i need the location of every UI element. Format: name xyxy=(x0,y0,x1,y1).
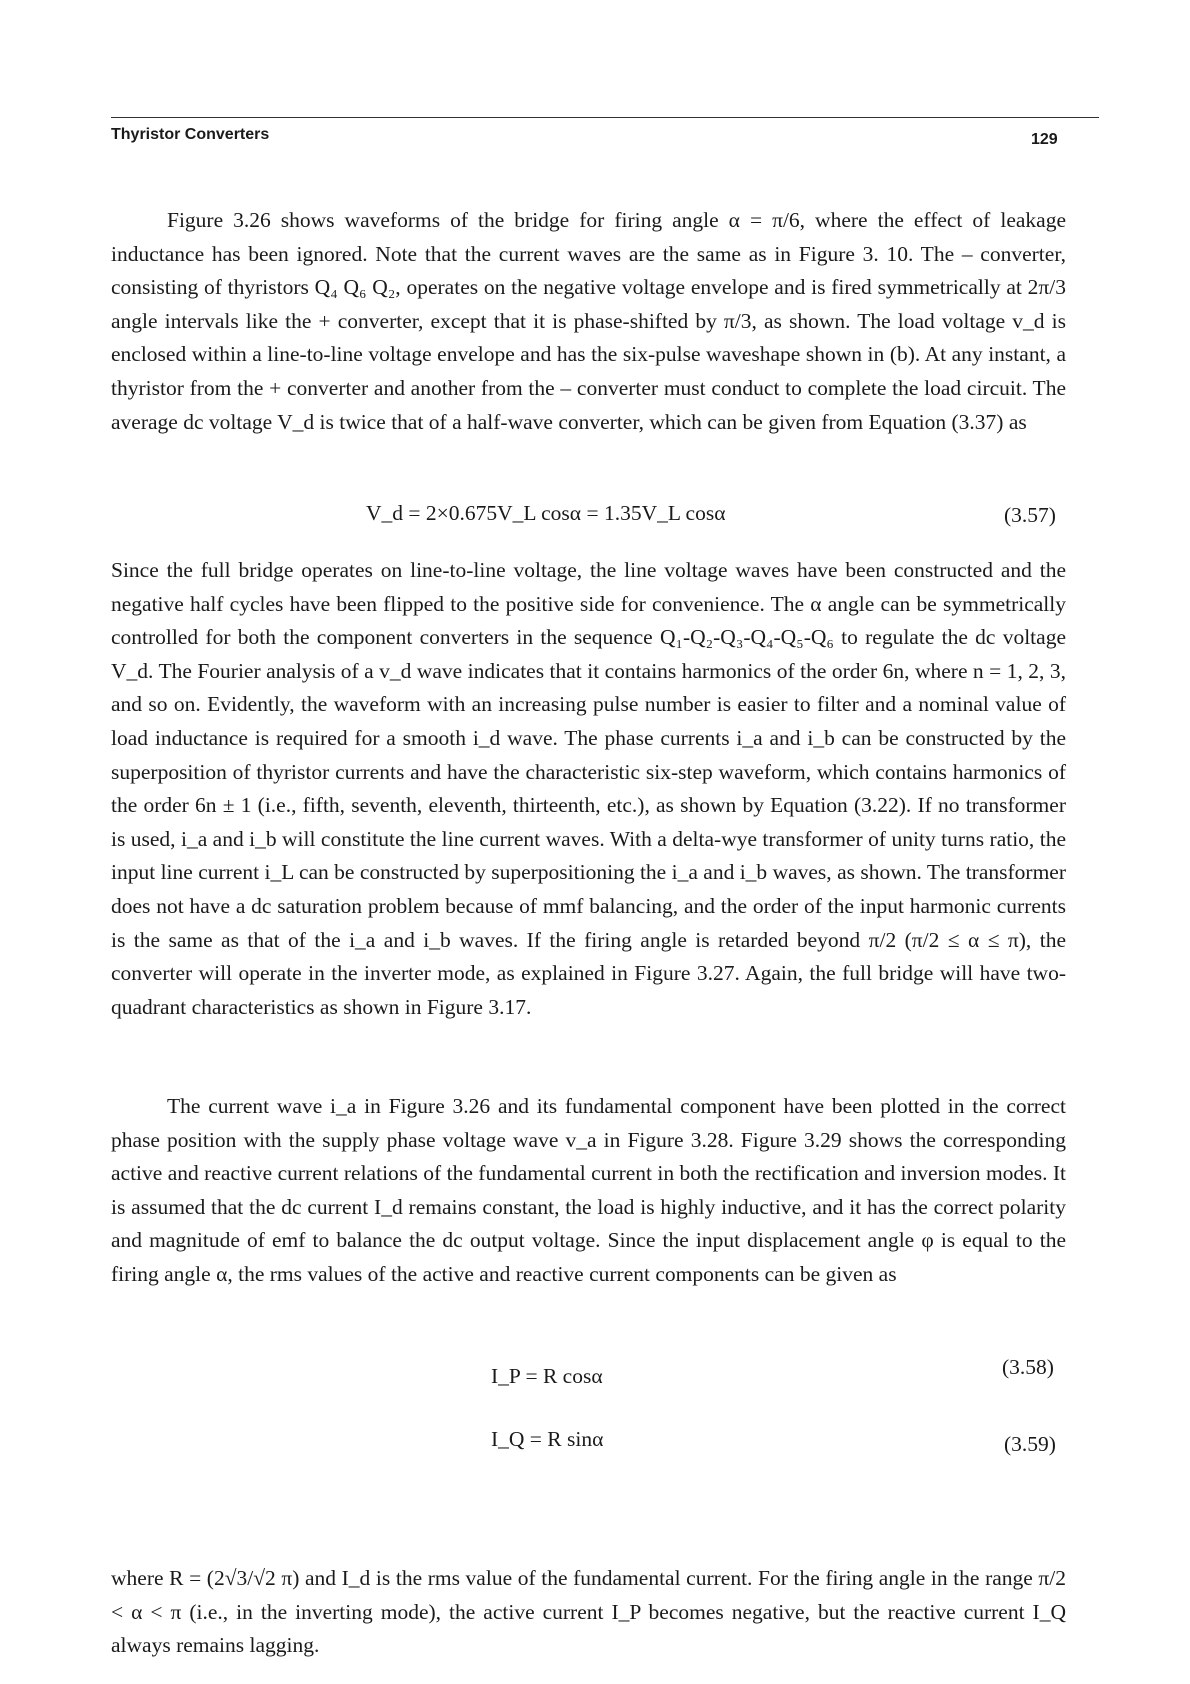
page-number: 129 xyxy=(1031,131,1058,148)
equation-number-3-58: (3.58) xyxy=(1002,1355,1054,1379)
paragraph-4: where R = (2√3/√2 π) and I_d is the rms value of the fundamental current. For the firing angle in the range π/2 < α < π (i.e., in the inverting mode), the active current I_P becomes negative, but the reactive current I_Q always remains lagging. xyxy=(111,1566,1066,1658)
equation-3-59: I_Q = R sinα xyxy=(491,1427,604,1451)
paragraph-2: Since the full bridge operates on line-to-line voltage, the line voltage waves have been constructed and the negative half cycles have been flipped to the positive side for convenience. The α angle can be symmetrically controlled for both the component converters in the sequence Q₁-Q₂-Q₃-Q₄-Q₅-Q₆ to regulate the dc voltage V_d. The Fourier analysis of a v_d wave indicates that it contains harmonics of the order 6n, where n = 1, 2, 3, and so on. Evidently, the waveform with an increasing pulse number is easier to filter and a nominal value of load inductance is required for a smooth i_d wave. The phase currents i_a and i_b can be constructed by the superposition of thyristor currents and have the characteristic six-step waveform, which contains harmonics of the order 6n ± 1 (i.e., fifth, seventh, eleventh, thirteenth, etc.), as shown by Equation (3.22). If no transformer is used, i_a and i_b will constitute the line current waves. With a delta-wye transformer of unity turns ratio, the input line current i_L can be constructed by superpositioning the i_a and i_b waves, as shown. The transformer does not have a dc saturation problem because of mmf balancing, and the order of the input harmonic currents is the same as that of the i_a and i_b waves. If the firing angle is retarded beyond π/2 (π/2 ≤ α ≤ π), the converter will operate in the inverter mode, as explained in Figure 3.27. Again, the full bridge will have two-quadrant characteristics as shown in Figure 3.17. xyxy=(111,558,1066,1019)
paragraph-3: The current wave i_a in Figure 3.26 and its fundamental component have been plotted in the correct phase position with the supply phase voltage wave v_a in Figure 3.28. Figure 3.29 shows the corresponding active and reactive current relations of the fundamental current in both the rectification and inversion modes. It is assumed that the dc current I_d remains constant, the load is highly inductive, and it has the correct polarity and magnitude of emf to balance the dc output voltage. Since the input displacement angle φ is equal to the firing angle α, the rms values of the active and reactive current components can be given as xyxy=(111,1094,1066,1286)
header-rule xyxy=(111,117,1099,118)
equation-3-58: I_P = R cosα xyxy=(491,1364,603,1388)
running-title: Thyristor Converters xyxy=(111,126,270,143)
paragraph-1: Figure 3.26 shows waveforms of the bridge for firing angle α = π/6, where the effect of leakage inductance has been ignored. Note that the current waves are the same as in Figure 3. 10. The – converter, consisting of thyristors Q₄ Q₆ Q₂, operates on the negative voltage envelope and is fired symmetrically at 2π/3 angle intervals like the + converter, except that it is phase-shifted by π/3, as shown. The load voltage v_d is enclosed within a line-to-line voltage envelope and has the six-pulse waveshape shown in (b). At any instant, a thyristor from the + converter and another from the – converter must conduct to complete the load circuit. The average dc voltage V_d is twice that of a half-wave converter, which can be given from Equation (3.37) as xyxy=(111,208,1066,434)
equation-number-3-57: (3.57) xyxy=(1004,503,1056,527)
equation-number-3-59: (3.59) xyxy=(1004,1432,1056,1456)
equation-3-57: V_d = 2×0.675V_L cosα = 1.35V_L cosα xyxy=(366,501,726,525)
